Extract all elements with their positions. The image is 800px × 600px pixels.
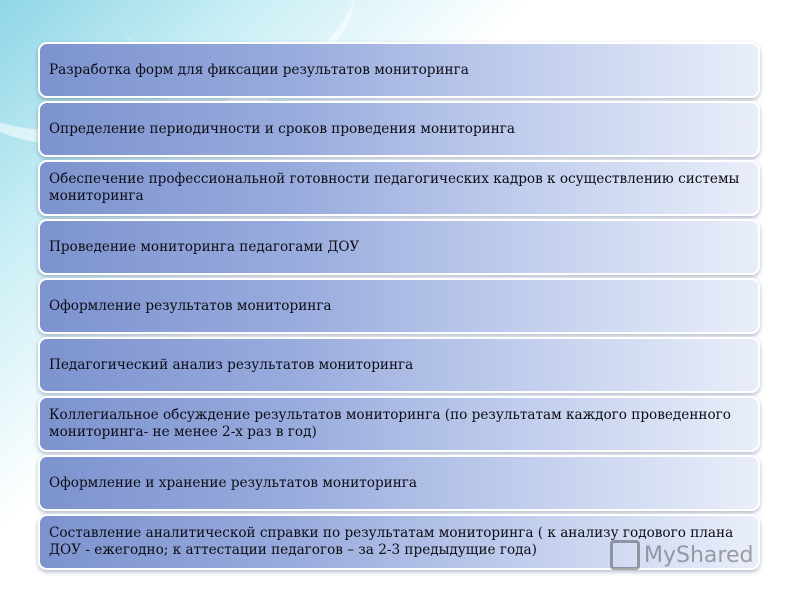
process-step-6	[38, 337, 760, 393]
process-step-5	[38, 278, 760, 334]
process-step-1	[38, 42, 760, 98]
process-step-4	[38, 219, 760, 275]
watermark-text: MyShared	[644, 542, 754, 568]
process-list	[38, 42, 760, 573]
process-step-7	[38, 396, 760, 452]
process-step-label: Проведение мониторинга педагогами ДОУ	[49, 238, 360, 255]
process-step-8	[38, 455, 760, 511]
process-step-label: Оформление и хранение результатов мониторинга	[49, 474, 417, 491]
process-step-label: Оформление результатов мониторинга	[49, 297, 332, 314]
process-step-label: Определение периодичности и сроков проведения мониторинга	[49, 120, 516, 137]
process-step-9	[38, 514, 760, 570]
process-step-label: Обеспечение профессиональной готовности педагогических кадров к осуществлению системы мониторинга	[49, 171, 740, 204]
process-step-label: Педагогический анализ результатов мониторинга	[49, 356, 414, 373]
process-step-label: Разработка форм для фиксации результатов мониторинга	[49, 61, 469, 78]
process-step-3	[38, 160, 760, 216]
process-step-label: Коллегиальное обсуждение результатов мониторинга (по результатам каждого проведенного мониторинга- не менее 2-х раз в год)	[49, 407, 731, 440]
process-step-2	[38, 101, 760, 157]
process-step-label: Составление аналитической справки по результатам мониторинга ( к анализу годового плана ДОУ - ежегодно; к аттестации педагогов – за 2-3 предыдущие года)	[49, 525, 734, 558]
